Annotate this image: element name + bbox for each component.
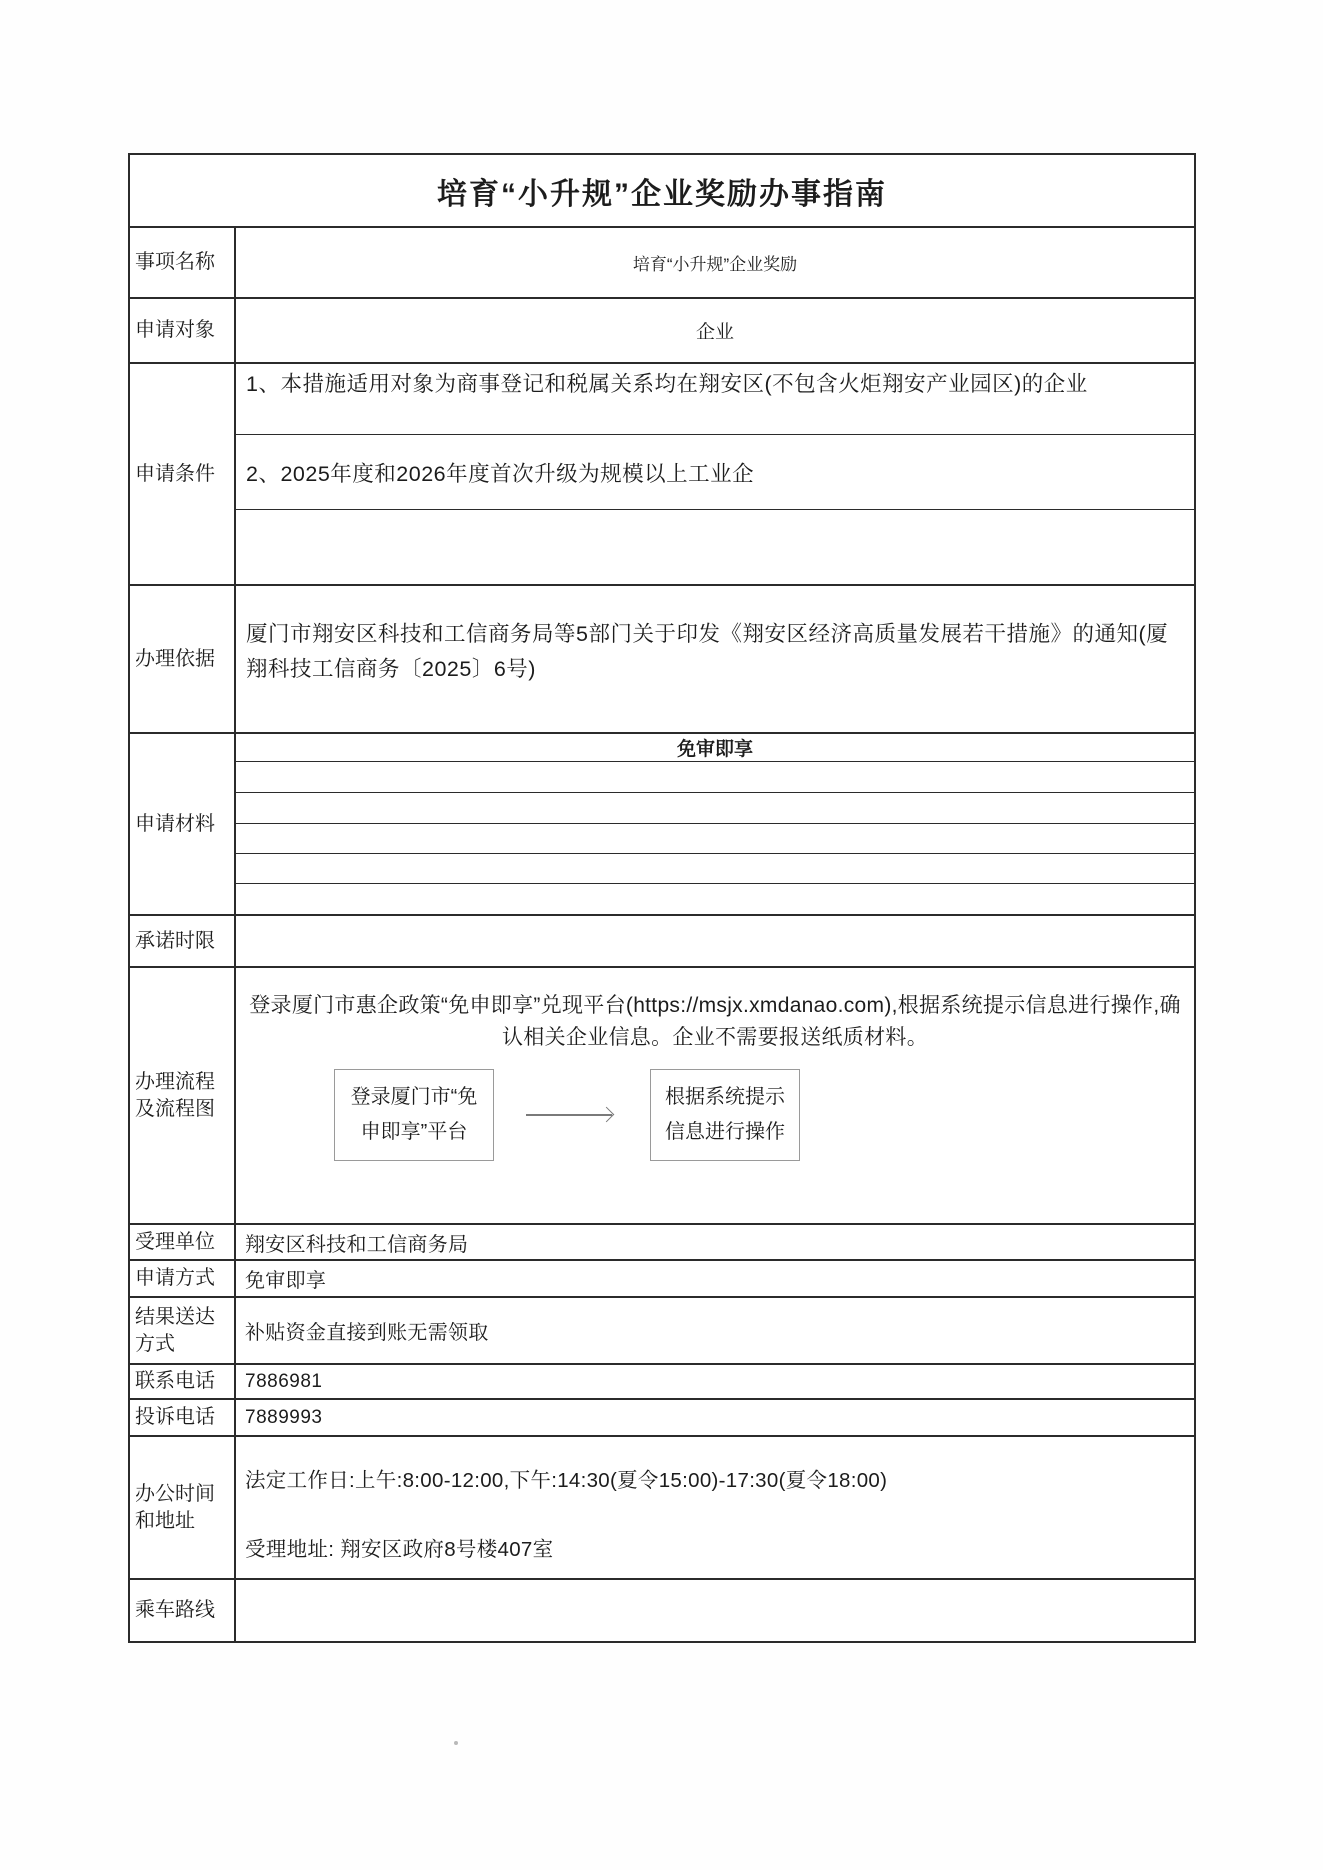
bus-route-label: 乘车路线 [130, 1580, 236, 1641]
contact-phone-value: 7886981 [245, 1370, 323, 1392]
item-name-label: 事项名称 [130, 228, 236, 297]
row-complaint-phone [130, 1400, 1194, 1437]
apply-method-label: 申请方式 [130, 1261, 236, 1296]
row-applicant [130, 299, 1194, 364]
process-flowchart [334, 1069, 1184, 1161]
condition-item-2: 2、2025年度和2026年度首次升级为规模以上工业企 [236, 435, 1194, 510]
materials-label: 申请材料 [130, 734, 236, 914]
apply-method-value: 免审即享 [245, 1270, 327, 1292]
flow-step-2: 根据系统提示信息进行操作 [650, 1069, 800, 1161]
bus-route-value [236, 1580, 1194, 1641]
result-delivery-label: 结果送达方式 [130, 1298, 236, 1363]
accepting-unit-label: 受理单位 [130, 1225, 236, 1259]
flow-arrow-icon [526, 1114, 612, 1116]
materials-empty-row [236, 824, 1194, 854]
complaint-phone-label: 投诉电话 [130, 1400, 236, 1435]
time-limit-value [236, 916, 1194, 966]
office-hours: 法定工作日:上午:8:00-12:00,下午:14:30(夏令15:00)-17:30(夏令18:00) [245, 1469, 888, 1492]
item-name-value: 培育“小升规”企业奖励 [632, 255, 798, 274]
result-delivery-value: 补贴资金直接到账无需领取 [245, 1322, 489, 1344]
materials-empty-row [236, 762, 1194, 793]
row-time-limit [130, 916, 1194, 968]
process-label: 办理流程及流程图 [130, 968, 236, 1223]
row-bus-route [130, 1580, 1194, 1641]
row-process [130, 968, 1194, 1225]
materials-empty-row [236, 884, 1194, 914]
office-label: 办公时间和地址 [130, 1437, 236, 1578]
materials-empty-row [236, 793, 1194, 824]
conditions-label: 申请条件 [130, 364, 236, 584]
complaint-phone-value: 7889993 [245, 1406, 323, 1428]
contact-phone-label: 联系电话 [130, 1365, 236, 1398]
office-address: 受理地址: 翔安区政府8号楼407室 [245, 1538, 554, 1561]
scan-speck [454, 1741, 458, 1745]
row-basis [130, 586, 1194, 734]
basis-value: 厦门市翔安区科技和工信商务局等5部门关于印发《翔安区经济高质量发展若干措施》的通知(厦翔科技工信商务〔2025〕6号) [246, 621, 1169, 681]
row-accepting-unit [130, 1225, 1194, 1261]
materials-header: 免审即享 [236, 734, 1194, 762]
materials-content [236, 734, 1194, 914]
process-description: 登录厦门市惠企政策“免申即享”兑现平台(https://msjx.xmdanao.com),根据系统提示信息进行操作,确认相关企业信息。企业不需要报送纸质材料。 [249, 994, 1181, 1049]
row-materials [130, 734, 1194, 916]
basis-label: 办理依据 [130, 586, 236, 732]
row-conditions [130, 364, 1194, 586]
office-content [236, 1437, 1194, 1578]
service-guide-table [128, 153, 1196, 1643]
row-contact-phone [130, 1365, 1194, 1400]
row-item-name [130, 228, 1194, 299]
applicant-label: 申请对象 [130, 299, 236, 362]
condition-empty-row [236, 510, 1194, 584]
flow-step-1: 登录厦门市“免申即享”平台 [334, 1069, 494, 1161]
applicant-value: 企业 [695, 322, 734, 343]
condition-item-1: 1、本措施适用对象为商事登记和税属关系均在翔安区(不包含火炬翔安产业园区)的企业 [236, 364, 1194, 435]
row-office [130, 1437, 1194, 1580]
materials-empty-row [236, 854, 1194, 884]
process-content [236, 968, 1194, 1223]
title-row [130, 155, 1194, 228]
page-title: 培育“小升规”企业奖励办事指南 [437, 177, 887, 211]
row-result-delivery [130, 1298, 1194, 1365]
conditions-content [236, 364, 1194, 584]
time-limit-label: 承诺时限 [130, 916, 236, 966]
accepting-unit-value: 翔安区科技和工信商务局 [245, 1233, 469, 1256]
row-apply-method [130, 1261, 1194, 1298]
